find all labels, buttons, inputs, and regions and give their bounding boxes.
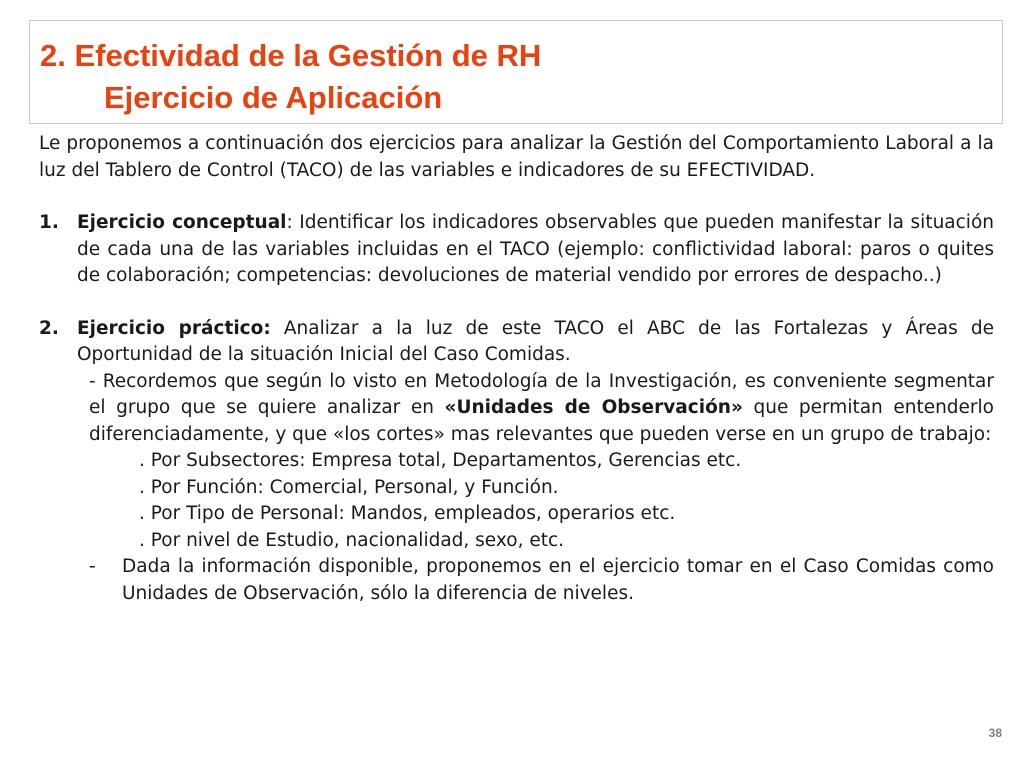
observation-units-post: que permitan entenderlo diferenciadamente, y que «los cortes» mas relevantes que pueden verse en un grupo de trabajo: <box>89 397 994 445</box>
observation-units-pre: - Recordemos que según lo visto en Metodología de la Investigación, es conveniente segmentar el grupo que se quiere analizar en <box>89 370 994 418</box>
levels-note <box>39 554 994 607</box>
page-number: 38 <box>988 726 1002 740</box>
exercise-1-number: 1. <box>39 212 59 233</box>
exercise-1-text: : Identificar los indicadores observables que pueden manifestar la situación de cada una de las variables incluidas en el TACO (ejemplo: conflictividad laboral: paros o quites de colaboración; competencias: devoluciones de material vendido por errores de despacho..) <box>77 212 994 286</box>
levels-note-dash: - <box>89 556 96 577</box>
observation-units-bold: «Unidades de Observación» <box>444 397 743 418</box>
exercise-2-number: 2. <box>39 317 59 339</box>
exercise-1-label: Ejercicio conceptual <box>77 212 287 233</box>
intro-paragraph: Le proponemos a continuación dos ejercicios para analizar la Gestión del Comportamiento Laboral a la luz del Tablero de Control (TACO) de las variables e indicadores de su EFECTIVIDAD. <box>39 133 994 181</box>
exercise-2 <box>39 316 994 369</box>
list-item-personnel-type: . Por Tipo de Personal: Mandos, empleados, operarios etc. <box>139 503 676 524</box>
slide-body <box>39 131 994 607</box>
slide-title-line-2: Ejercicio de Aplicación <box>104 80 443 115</box>
slide-title-line-1: 2. Efectividad de la Gestión de RH <box>40 38 542 73</box>
exercise-2-text: Analizar a la luz de este TACO el ABC de las Fortalezas y Áreas de Oportunidad de la situación Inicial del Caso Comidas. <box>77 317 994 365</box>
list-item-study-level: . Por nivel de Estudio, nacionalidad, sexo, etc. <box>139 529 565 551</box>
spacer <box>39 290 994 316</box>
list-item-subsectors: . Por Subsectores: Empresa total, Departamentos, Gerencias etc. <box>139 450 742 471</box>
levels-note-text: Dada la información disponible, proponemos en el ejercicio tomar en el Caso Comidas como Unidades de Observación, sólo la diferencia de niveles. <box>122 556 994 604</box>
exercise-1 <box>39 210 994 290</box>
exercise-2-label: Ejercicio práctico: <box>77 317 271 339</box>
spacer <box>39 184 994 210</box>
list-item-function: . Por Función: Comercial, Personal, y Función. <box>139 476 559 498</box>
observation-units-note <box>39 369 994 449</box>
